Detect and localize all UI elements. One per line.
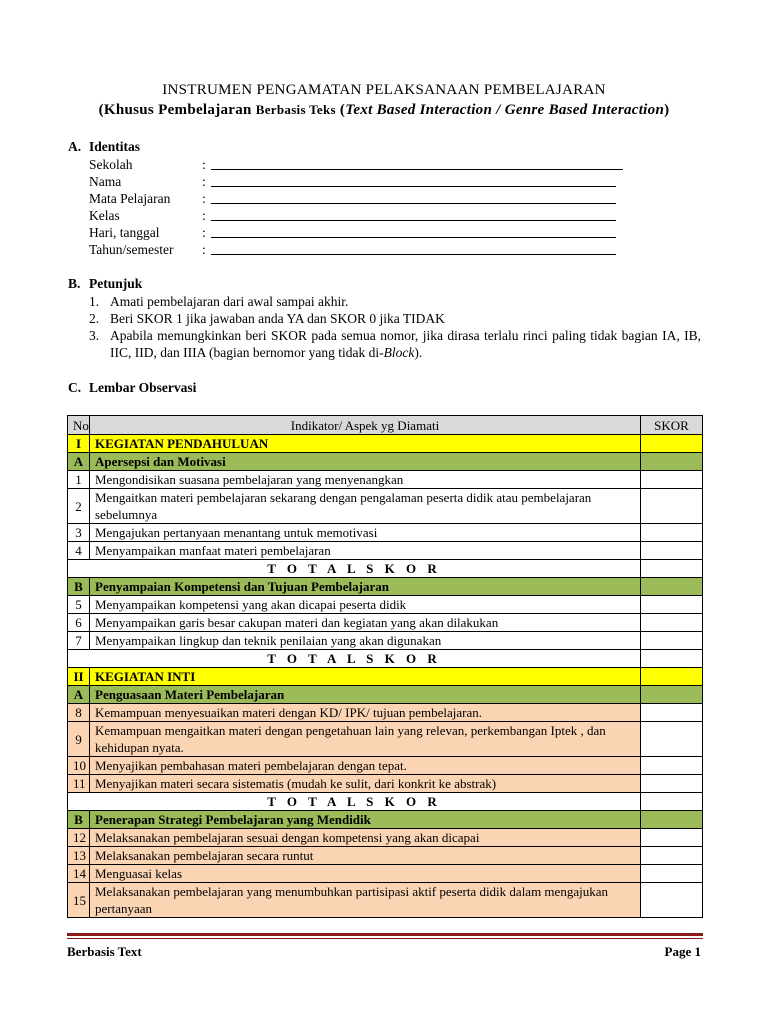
row-indicator: Menyampaikan manfaat materi pembelajaran xyxy=(90,542,641,560)
table-row xyxy=(68,596,703,614)
row-number: 9 xyxy=(68,722,90,757)
section-row xyxy=(68,453,703,471)
row-indicator: Menyampaikan kompetensi yang akan dicapai peserta didik xyxy=(90,596,641,614)
score-cell[interactable] xyxy=(641,829,703,847)
row-number: 3 xyxy=(68,524,90,542)
total-skor-row xyxy=(68,650,703,668)
score-cell[interactable] xyxy=(641,632,703,650)
row-number: 4 xyxy=(68,542,90,560)
row-indicator: KEGIATAN INTI xyxy=(90,668,641,686)
total-skor-label: T O T A L S K O R xyxy=(68,560,641,578)
section-lembar-heading: C. Lembar Observasi xyxy=(68,380,197,395)
document-subtitle: (Khusus Pembelajaran Berbasis Teks (Text Based Interaction / Genre Based Interaction) xyxy=(98,102,670,118)
field-mata-pelajaran[interactable]: Mata Pelajaran : xyxy=(89,190,549,207)
table-body xyxy=(68,435,703,918)
score-cell[interactable] xyxy=(641,614,703,632)
row-number: 14 xyxy=(68,865,90,883)
field-kelas[interactable]: Kelas : xyxy=(89,207,549,224)
score-cell xyxy=(641,668,703,686)
score-cell[interactable] xyxy=(641,704,703,722)
fill-line[interactable] xyxy=(211,220,616,221)
score-cell[interactable] xyxy=(641,489,703,524)
score-cell[interactable] xyxy=(641,775,703,793)
section-row xyxy=(68,578,703,596)
header-skor: SKOR xyxy=(641,416,703,435)
table-row xyxy=(68,722,703,757)
row-number: 2 xyxy=(68,489,90,524)
fill-line[interactable] xyxy=(211,237,616,238)
row-indicator: Mengondisikan suasana pembelajaran yang menyenangkan xyxy=(90,471,641,489)
petunjuk-item: 2. Beri SKOR 1 jika jawaban anda YA dan SKOR 0 jika TIDAK xyxy=(89,311,445,326)
row-indicator: Melaksanakan pembelajaran yang menumbuhkan partisipasi aktif peserta didik dalam mengajukan pertanyaan xyxy=(90,883,641,918)
row-number: 11 xyxy=(68,775,90,793)
header-indikator: Indikator/ Aspek yg Diamati xyxy=(90,416,641,435)
footer-left-text: Berbasis Text xyxy=(67,944,142,959)
row-number: 12 xyxy=(68,829,90,847)
document-title: INSTRUMEN PENGAMATAN PELAKSANAAN PEMBELAJARAN xyxy=(162,82,606,98)
row-indicator: Apersepsi dan Motivasi xyxy=(90,453,641,471)
row-number: 5 xyxy=(68,596,90,614)
score-cell[interactable] xyxy=(641,847,703,865)
row-number: 13 xyxy=(68,847,90,865)
section-row xyxy=(68,668,703,686)
row-indicator: Melaksanakan pembelajaran secara runtut xyxy=(90,847,641,865)
row-number: II xyxy=(68,668,90,686)
table-row xyxy=(68,775,703,793)
score-cell xyxy=(641,453,703,471)
petunjuk-list xyxy=(89,293,701,361)
table-row xyxy=(68,829,703,847)
fill-line[interactable] xyxy=(211,169,623,170)
fill-line[interactable] xyxy=(211,203,616,204)
score-cell xyxy=(641,811,703,829)
section-row xyxy=(68,686,703,704)
score-cell[interactable] xyxy=(641,883,703,918)
row-number: A xyxy=(68,453,90,471)
section-petunjuk-heading: B. Petunjuk xyxy=(68,276,143,291)
row-indicator: Menyampaikan garis besar cakupan materi dan kegiatan yang akan dilakukan xyxy=(90,614,641,632)
score-cell xyxy=(641,435,703,453)
footer-rule xyxy=(67,933,703,939)
field-hari-tanggal[interactable]: Hari, tanggal : xyxy=(89,224,549,241)
row-indicator: Mengajukan pertanyaan menantang untuk memotivasi xyxy=(90,524,641,542)
row-number: I xyxy=(68,435,90,453)
fill-line[interactable] xyxy=(211,186,616,187)
row-indicator: Kemampuan menyesuaikan materi dengan KD/ IPK/ tujuan pembelajaran. xyxy=(90,704,641,722)
table-row xyxy=(68,471,703,489)
score-cell[interactable] xyxy=(641,524,703,542)
row-indicator: Menyampaikan lingkup dan teknik penilaian yang akan digunakan xyxy=(90,632,641,650)
row-indicator: Mengaitkan materi pembelajaran sekarang dengan pengalaman peserta didik atau pembelajaran sebelumnya xyxy=(90,489,641,524)
petunjuk-item: 1. Amati pembelajaran dari awal sampai akhir. xyxy=(89,294,349,309)
row-indicator: Penguasaan Materi Pembelajaran xyxy=(90,686,641,704)
total-skor-row xyxy=(68,793,703,811)
row-number: B xyxy=(68,578,90,596)
score-cell[interactable] xyxy=(641,722,703,757)
score-cell xyxy=(641,686,703,704)
row-number: 15 xyxy=(68,883,90,918)
score-cell[interactable] xyxy=(641,542,703,560)
table-row xyxy=(68,614,703,632)
row-number: 8 xyxy=(68,704,90,722)
row-number: 10 xyxy=(68,757,90,775)
total-skor-cell[interactable] xyxy=(641,560,703,578)
row-number: 1 xyxy=(68,471,90,489)
score-cell[interactable] xyxy=(641,596,703,614)
table-row xyxy=(68,542,703,560)
score-cell[interactable] xyxy=(641,757,703,775)
score-cell[interactable] xyxy=(641,865,703,883)
field-nama[interactable]: Nama : xyxy=(89,173,549,190)
total-skor-label: T O T A L S K O R xyxy=(68,650,641,668)
row-indicator: Menguasai kelas xyxy=(90,865,641,883)
section-row xyxy=(68,435,703,453)
score-cell xyxy=(641,578,703,596)
row-indicator: Kemampuan mengaitkan materi dengan pengetahuan lain yang relevan, perkembangan Iptek , dan kehidupan nyata. xyxy=(90,722,641,757)
field-sekolah[interactable]: Sekolah : xyxy=(89,156,549,173)
row-indicator: Penerapan Strategi Pembelajaran yang Mendidik xyxy=(90,811,641,829)
observation-table xyxy=(67,415,703,918)
table-row xyxy=(68,865,703,883)
row-indicator: Menyajikan pembahasan materi pembelajaran dengan tepat. xyxy=(90,757,641,775)
section-row xyxy=(68,811,703,829)
table-row xyxy=(68,757,703,775)
table-row xyxy=(68,883,703,918)
row-number: 7 xyxy=(68,632,90,650)
row-indicator: Melaksanakan pembelajaran sesuai dengan kompetensi yang akan dicapai xyxy=(90,829,641,847)
table-row xyxy=(68,632,703,650)
score-cell[interactable] xyxy=(641,471,703,489)
page-number: Page 1 xyxy=(664,944,701,959)
row-indicator: Penyampaian Kompetensi dan Tujuan Pembelajaran xyxy=(90,578,641,596)
total-skor-row xyxy=(68,560,703,578)
header-no: No xyxy=(68,416,90,435)
table-header-row xyxy=(68,416,703,435)
row-indicator: Menyajikan materi secara sistematis (mudah ke sulit, dari konkrit ke abstrak) xyxy=(90,775,641,793)
total-skor-cell[interactable] xyxy=(641,793,703,811)
field-tahun-semester[interactable]: Tahun/semester : xyxy=(89,241,549,258)
row-number: A xyxy=(68,686,90,704)
total-skor-label: T O T A L S K O R xyxy=(68,793,641,811)
row-indicator: KEGIATAN PENDAHULUAN xyxy=(90,435,641,453)
row-number: B xyxy=(68,811,90,829)
table-row xyxy=(68,847,703,865)
table-row xyxy=(68,524,703,542)
fill-line[interactable] xyxy=(211,254,616,255)
table-row xyxy=(68,704,703,722)
row-number: 6 xyxy=(68,614,90,632)
petunjuk-item: 3. Apabila memungkinkan beri SKOR pada semua nomor, jika dirasa terlalu rinci paling tidak bagian IA, IB, IIC, IID, dan IIIA (bagian bernomor yang tidak di-Block). xyxy=(89,328,701,360)
total-skor-cell[interactable] xyxy=(641,650,703,668)
table-row xyxy=(68,489,703,524)
section-identitas-heading: A. Identitas xyxy=(68,139,141,154)
